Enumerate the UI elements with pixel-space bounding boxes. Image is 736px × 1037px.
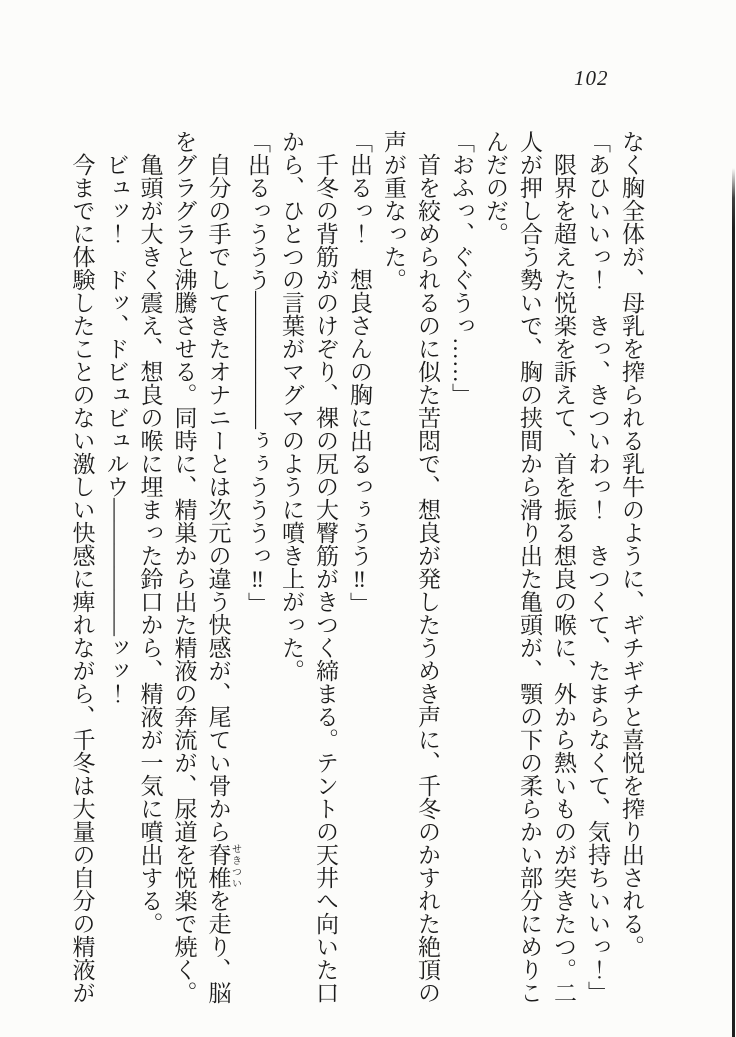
paragraph-10: 亀頭が大きく震え、想良の喉に埋まった鈴口から、精液が一気に噴出する。 — [137, 153, 163, 935]
paragraph-7: 千冬の背筋がのけぞり、裸の尻の大臀筋がきつく締まる。テントの天井へ向いた口から、ひとつの言葉がマグマのように噴き上がった。 — [279, 130, 338, 1004]
text-block — [65, 130, 649, 1004]
ruby-furigana: せきつい — [229, 843, 241, 889]
paragraph-12: 今までに体験したことのない激しい快感に痺れながら、千冬は大量の自分の精液が — [69, 153, 95, 1004]
ruby-word — [205, 843, 241, 889]
paragraph-2-dialogue: 「あひいいっ！ きっ、きついわっ！ きつくて、たまらなくて、気持ちいいっ！」 — [585, 130, 610, 1004]
paragraph-4-dialogue: 「おふっ、ぐぐうっ……」 — [449, 130, 474, 406]
paragraph-1: なく胸全体が、母乳を搾られる乳牛のように、ギチギチと喜悦を搾り出される。 — [619, 130, 644, 958]
paragraph-9 — [167, 130, 241, 1004]
page-edge-line — [732, 168, 735, 1037]
paragraph-11-sfx: ビュッ！ ドッ、ドビュビュルウ――――――ッッ！ — [103, 153, 129, 705]
paragraph-3: 限界を超えた悦楽を訴えて、首を振る想良の喉に、外から熱いものが突きたつ。二人が押し合う勢いで、胸の挟間から滑り出た亀頭が、顎の下の柔らかい部分にめりこんだのだ。 — [483, 130, 576, 1004]
paragraph-9-post: を走り、脳をグラグラと沸騰させる。同時に、精巣から出た精液の奔流が、尿道を悦楽で焼く。 — [171, 130, 231, 1004]
ruby-base: 脊椎 — [205, 843, 231, 889]
paragraph-5: 首を絞められるのに似た苦悶で、想良が発したうめき声に、千冬のかすれた絶頂の声が重なった。 — [381, 130, 440, 1004]
paragraph-6-dialogue: 「出るっ！ 想良さんの胸に出るっぅうう‼」 — [347, 130, 372, 615]
paragraph-9-pre: 自分の手でしてきたオナニーとは次元の違う快感が、尾てい骨から — [205, 153, 231, 843]
paragraph-8-dialogue: 「出るっううう――――――ぅぅうううっ‼」 — [245, 130, 270, 615]
page-number: 102 — [574, 66, 609, 90]
